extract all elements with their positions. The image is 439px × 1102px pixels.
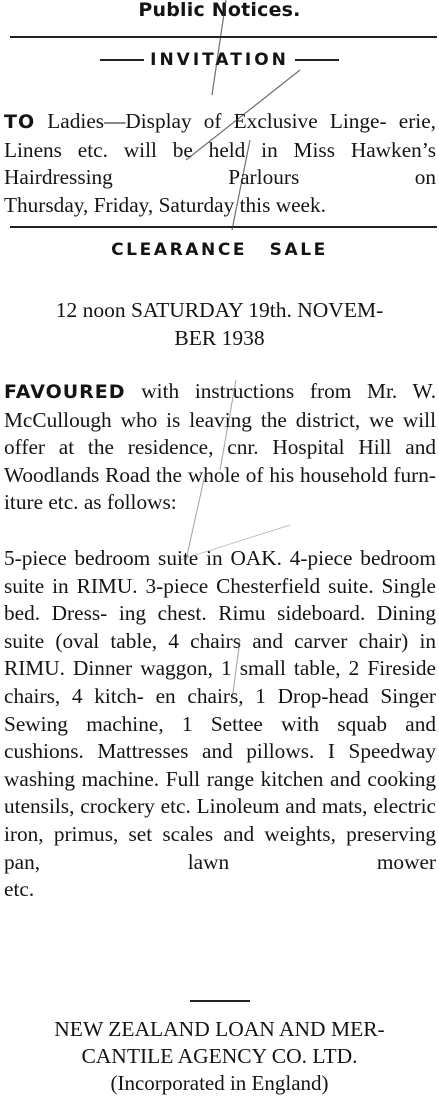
item-line: ing chest. Rimu sideboard. Dining [118,601,436,626]
sale-date [0,296,439,352]
item-line: machine, 1 Settee with squab and [86,711,436,736]
incorporation-note: (Incorporated in England) [110,1071,329,1095]
section-divider [10,226,437,228]
sale-intro-line: with instructions from [141,379,352,403]
invitation-lead: TO [4,111,36,133]
page-header [0,0,439,20]
company-name-line: CANTILE AGENCY CO. LTD. [81,1044,358,1068]
section-title: Public Notices. [138,0,301,21]
heading-dash-left [100,59,144,61]
sale-date-line: 12 noon SATURDAY 19th. NOVEM- [55,298,384,322]
item-list [4,545,436,904]
sale-date-line: BER 1938 [174,326,265,350]
heading-dash-right [295,59,339,61]
clearance-heading: CLEARANCE SALE [111,240,328,260]
sale-intro-line: Mr. W. McCullough who is leaving the [4,379,437,432]
item-line: crockery etc. Linoleum and mats, [80,794,368,819]
item-line: range kitchen and cooking utensils, [4,766,437,819]
item-line: suite (oval table, 4 chairs and carver [4,628,348,653]
header-divider [10,36,437,38]
sale-intro-line: district, we will offer at the residence, [4,407,436,460]
item-line: bedroom suite in RIMU. 3-piece [4,546,437,598]
item-line: small table, 2 Fireside chairs, 4 kitch- [4,656,436,708]
invitation-heading [0,50,439,70]
item-line: chair) in RIMU. Dinner waggon, 1 [4,628,437,681]
item-line: electric iron, primus, set scales and [4,794,437,846]
invitation-line: Hawken’s Hairdressing Parlours on [4,137,437,190]
invitation-line: Ladies—Display of Exclusive Linge- [47,109,387,133]
item-line: Speedway washing machine. Full [4,739,436,791]
sale-intro-last: iture etc. as follows: [4,490,177,515]
item-line: 5-piece bedroom suite in OAK. 4-piece [4,546,353,570]
invitation-title: INVITATION [150,50,289,70]
sale-lead: FAVOURED [4,381,126,403]
sale-intro-line: cnr. Hospital Hill and Woodlands [4,435,437,487]
auctioneer-block [0,1016,439,1097]
item-last-line: etc. [4,877,35,902]
company-name-line: NEW ZEALAND LOAN AND MER- [54,1017,385,1041]
sale-intro-line: Road the whole of his household furn- [105,462,436,487]
sale-intro [4,378,436,517]
footer-divider [190,1000,250,1002]
item-line: weights, preserving pan, lawn mower [4,821,436,874]
invitation-line: erie, Linens etc. will be held in Miss [4,109,437,162]
invitation-last-line: Thursday, Friday, Saturday this week. [4,192,326,217]
item-line: cushions. Mattresses and pillows. I [4,739,335,764]
invitation-body [4,108,436,219]
item-line: en chairs, 1 Drop-head Singer Sewing [4,683,436,736]
item-line: Chesterfield suite. Single bed. Dress- [4,573,436,626]
